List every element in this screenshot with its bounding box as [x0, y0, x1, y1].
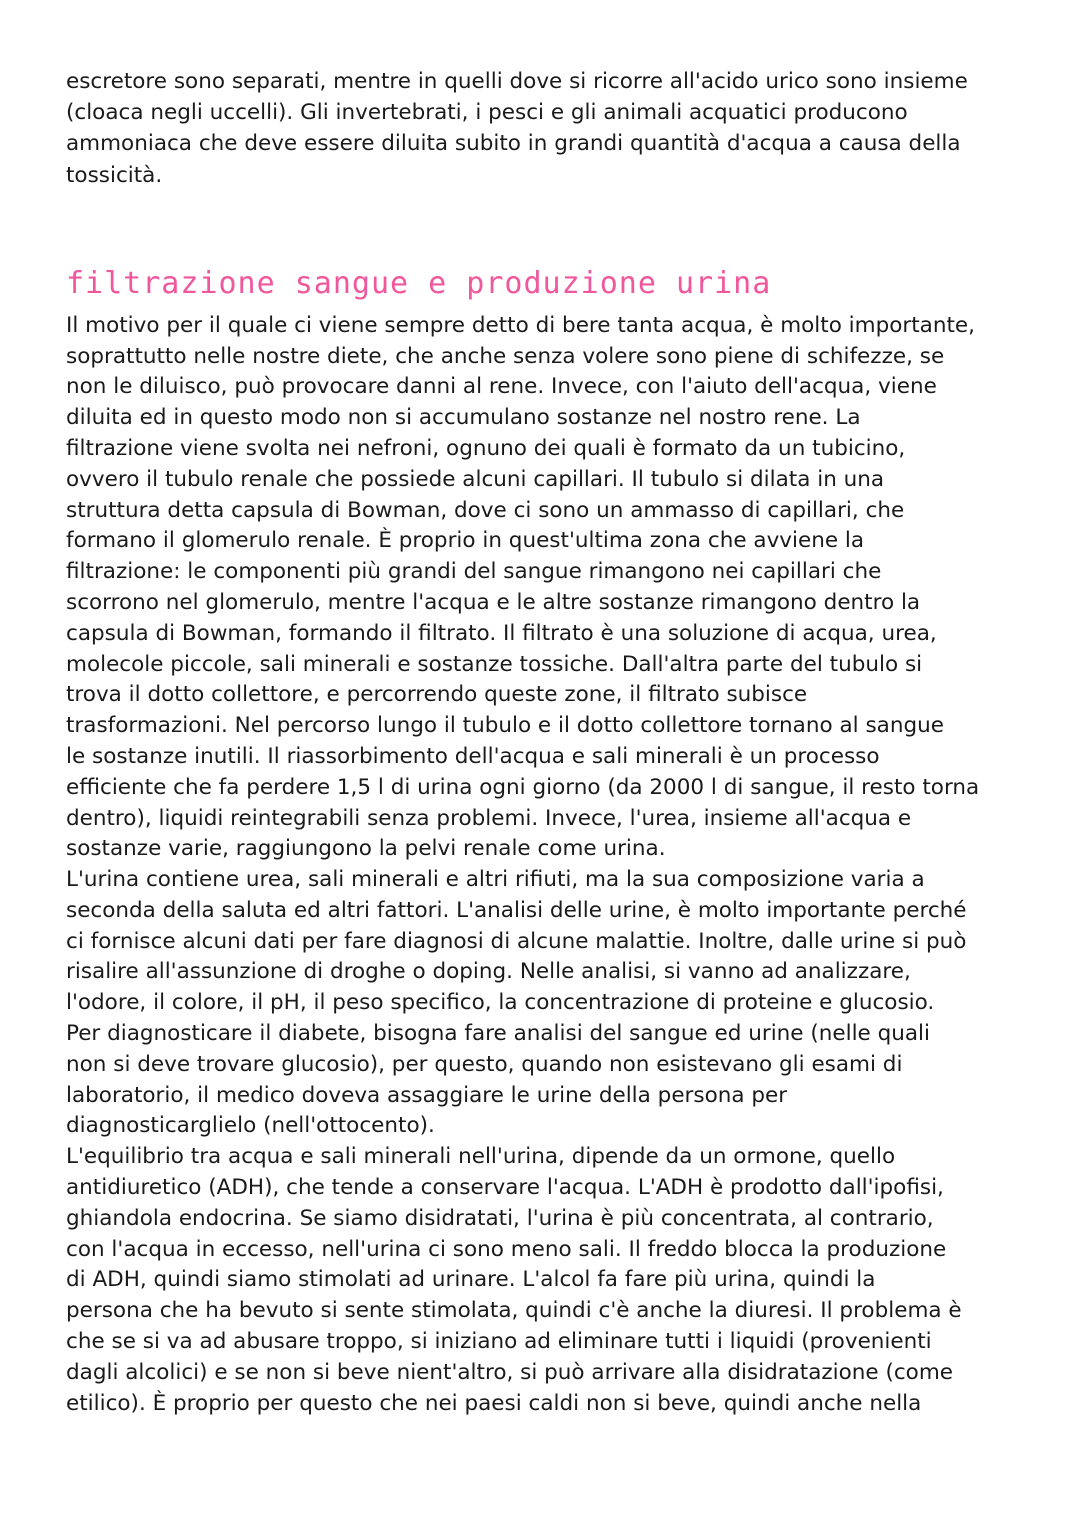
text-line: con l'acqua in eccesso, nell'urina ci sono meno sali. Il freddo blocca la produzione — [66, 1236, 947, 1262]
text-line: L'urina contiene urea, sali minerali e altri rifiuti, ma la sua composizione varia a — [66, 867, 925, 893]
text-line: struttura detta capsula di Bowman, dove ci sono un ammasso di capillari, che — [66, 497, 905, 523]
text-line: diagnosticarglielo (nell'ottocento). — [66, 1113, 435, 1139]
section-body — [66, 311, 1026, 1420]
text-line: ovvero il tubulo renale che possiede alcuni capillari. Il tubulo si dilata in una — [66, 466, 885, 492]
text-line: diluita ed in questo modo non si accumulano sostanze nel nostro rene. La — [66, 405, 861, 431]
text-line: soprattutto nelle nostre diete, che anche senza volere sono piene di schifezze, se — [66, 343, 945, 369]
text-line: tossicità. — [66, 162, 163, 188]
text-line: risalire all'assunzione di droghe o doping. Nelle analisi, si vanno ad analizzare, — [66, 959, 911, 985]
text-line: dagli alcolici) e se non si beve nient'altro, si può arrivare alla disidratazione (come — [66, 1359, 954, 1385]
text-line: persona che ha bevuto si sente stimolata, quindi c'è anche la diuresi. Il problema è — [66, 1298, 962, 1324]
intro-paragraph — [66, 66, 1026, 191]
text-line: dentro), liquidi reintegrabili senza problemi. Invece, l'urea, insieme all'acqua e — [66, 805, 912, 831]
text-line: L'equilibrio tra acqua e sali minerali nell'urina, dipende da un ormone, quello — [66, 1144, 896, 1170]
section-heading: filtrazione sangue e produzione urina — [66, 265, 772, 301]
text-line: escretore sono separati, mentre in quelli dove si ricorre all'acido urico sono insieme — [66, 69, 968, 94]
text-line: filtrazione viene svolta nei nefroni, ognuno dei quali è formato da un tubicino, — [66, 435, 906, 461]
text-line: ci fornisce alcuni dati per fare diagnosi di alcune malattie. Inoltre, dalle urine si può — [66, 928, 967, 954]
text-line: che se si va ad abusare troppo, si iniziano ad eliminare tutti i liquidi (provenienti — [66, 1329, 932, 1355]
text-line: le sostanze inutili. Il riassorbimento dell'acqua e sali minerali è un processo — [66, 743, 880, 769]
text-line: scorrono nel glomerulo, mentre l'acqua e le altre sostanze rimangono dentro la — [66, 589, 921, 615]
text-line: filtrazione: le componenti più grandi del sangue rimangono nei capillari che — [66, 559, 882, 585]
text-line: (cloaca negli uccelli). Gli invertebrati, i pesci e gli animali acquatici producono — [66, 100, 908, 126]
text-line: di ADH, quindi siamo stimolati ad urinare. L'alcol fa fare più urina, quindi la — [66, 1267, 876, 1293]
text-line: efficiente che fa perdere 1,5 l di urina ogni giorno (da 2000 l di sangue, il resto torna — [66, 774, 980, 800]
text-line: Per diagnosticare il diabete, bisogna fare analisi del sangue ed urine (nelle quali — [66, 1021, 930, 1047]
text-line: capsula di Bowman, formando il filtrato. Il filtrato è una soluzione di acqua, urea, — [66, 620, 937, 646]
text-line: ghiandola endocrina. Se siamo disidratati, l'urina è più concentrata, al contrario, — [66, 1205, 934, 1231]
text-line: non le diluisco, può provocare danni al rene. Invece, con l'aiuto dell'acqua, viene — [66, 374, 937, 400]
text-line: laboratorio, il medico doveva assaggiare le urine della persona per — [66, 1082, 788, 1108]
text-line: trasformazioni. Nel percorso lungo il tubulo e il dotto collettore tornano al sangue — [66, 713, 944, 739]
text-line: seconda della saluta ed altri fattori. L'analisi delle urine, è molto importante perché — [66, 897, 967, 923]
text-line: etilico). È proprio per questo che nei paesi caldi non si beve, quindi anche nella — [66, 1390, 922, 1416]
text-line: non si deve trovare glucosio), per questo, quando non esistevano gli esami di — [66, 1051, 903, 1077]
text-line: formano il glomerulo renale. È proprio in quest'ultima zona che avviene la — [66, 528, 865, 554]
document-page — [66, 66, 1026, 1419]
text-line: l'odore, il colore, il pH, il peso specifico, la concentrazione di proteine e glucosio. — [66, 990, 935, 1016]
text-line: sostanze varie, raggiungono la pelvi renale come urina. — [66, 836, 666, 862]
text-line: trova il dotto collettore, e percorrendo queste zone, il filtrato subisce — [66, 682, 808, 708]
text-line: molecole piccole, sali minerali e sostanze tossiche. Dall'altra parte del tubulo si — [66, 651, 923, 677]
text-line: Il motivo per il quale ci viene sempre detto di bere tanta acqua, è molto importante, — [66, 312, 975, 338]
text-line: ammoniaca che deve essere diluita subito in grandi quantità d'acqua a causa della — [66, 131, 961, 157]
text-line: antidiuretico (ADH), che tende a conservare l'acqua. L'ADH è prodotto dall'ipofisi, — [66, 1175, 944, 1201]
